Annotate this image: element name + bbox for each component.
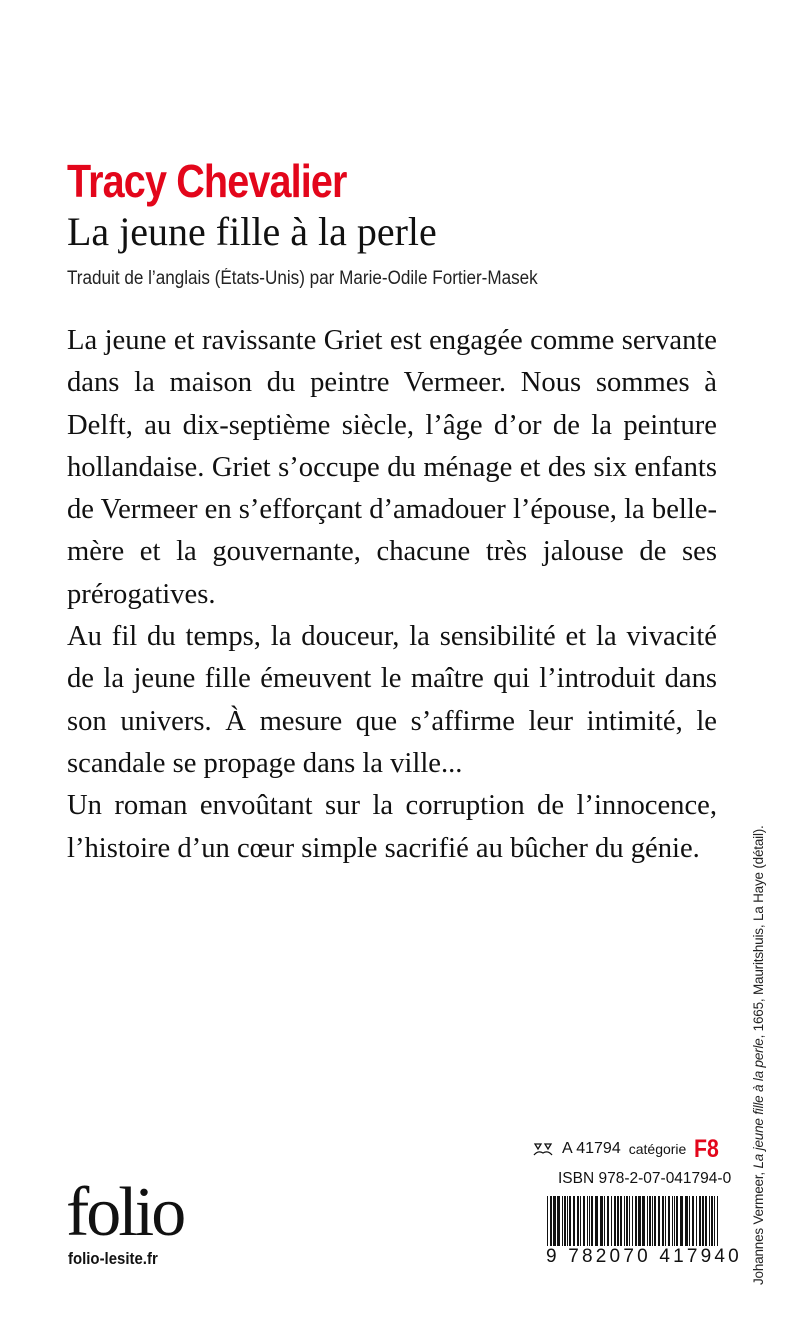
barcode-bar [629, 1196, 630, 1246]
barcode-bar [617, 1196, 619, 1246]
barcode-bar [557, 1196, 560, 1246]
barcode-bar [587, 1196, 588, 1246]
barcode-bar [624, 1196, 625, 1246]
barcode-bar [665, 1196, 666, 1246]
barcode-bar [567, 1196, 568, 1246]
reference-number: A 41794 [562, 1140, 621, 1157]
folio-ref-icon [532, 1140, 554, 1158]
barcode-bar [611, 1196, 612, 1246]
barcode-bar [702, 1196, 704, 1246]
isbn: ISBN 978-2-07-041794-0 [558, 1170, 732, 1187]
book-title: La jeune fille à la perle [67, 209, 437, 254]
barcode-bar [711, 1196, 713, 1246]
barcode-bar [635, 1196, 637, 1246]
barcode-bar [564, 1196, 566, 1246]
barcode-bar [709, 1196, 710, 1246]
translator-credit: Traduit de l’anglais (États-Unis) par Marie-Odile Fortier-Masek [67, 268, 538, 289]
barcode-bar [580, 1196, 581, 1246]
barcode-bar [577, 1196, 579, 1246]
barcode-bar [652, 1196, 653, 1246]
barcode-bar [569, 1196, 571, 1246]
category-code: F8 [694, 1134, 720, 1163]
barcode-bar [649, 1196, 651, 1246]
barcode-bar [672, 1196, 673, 1246]
barcode-bar [692, 1196, 694, 1246]
blurb-paragraph-2: Au fil du temps, la douceur, la sensibilité et la vivacité de la jeune fille émeuvent le maître qui l’introduit dans son univers. À mesure que s’affirme leur intimité, le scandale se propage dans la ville... [67, 621, 717, 779]
barcode-bar [647, 1196, 648, 1246]
barcode-bar [591, 1196, 593, 1246]
blurb-paragraph-3: Un roman envoûtant sur la corruption de l’innocence, l’histoire d’un cœur simple sacrifié au bûcher du génie. [67, 790, 717, 864]
blurb [67, 320, 717, 870]
barcode-bar [553, 1196, 556, 1246]
barcode-bar [583, 1196, 585, 1246]
barcode-bar [676, 1196, 678, 1246]
barcode-bar [696, 1196, 697, 1246]
barcode-bar [654, 1196, 656, 1246]
barcode-digits: 9 782070 417940 [546, 1246, 742, 1267]
barcode-bar [662, 1196, 664, 1246]
image-credit-work: La jeune fille à la perle [751, 1038, 766, 1169]
barcode-bar [614, 1196, 616, 1246]
folio-logo: folio [66, 1174, 184, 1251]
author-name: Tracy Chevalier [67, 155, 347, 207]
barcode-bar [607, 1196, 609, 1246]
blurb-paragraph-1: La jeune et ravissante Griet est engagée comme servante dans la maison du peintre Vermeer. Nous sommes à Delft, au dix-septième siècle, l’âge d’or de la peinture hollandaise. Griet s’occupe du ménage et des six enfants de Vermeer en s’efforçant d’amadouer l’épouse, la belle-mère et la gouvernante, chacune très jalouse de ses prérogatives. [67, 325, 717, 610]
reference-line [532, 1135, 724, 1163]
barcode-bar [573, 1196, 575, 1246]
barcode-bar [689, 1196, 690, 1246]
barcode-bar [632, 1196, 633, 1246]
barcode-bar [626, 1196, 628, 1246]
barcode-bar [562, 1196, 563, 1246]
image-credit [751, 825, 766, 1285]
barcode-bar [600, 1196, 603, 1246]
barcode-bar [699, 1196, 701, 1246]
barcode-bar [717, 1196, 718, 1246]
publisher-website: folio-lesite.fr [68, 1249, 158, 1268]
barcode-bar [620, 1196, 622, 1246]
barcode-bar [604, 1196, 605, 1246]
barcode-bar [595, 1196, 598, 1246]
barcode-bar [674, 1196, 675, 1246]
category-label: catégorie [628, 1141, 687, 1157]
barcode-bar [589, 1196, 590, 1246]
barcode-bar [668, 1196, 670, 1246]
image-credit-artist: Johannes Vermeer, [751, 1168, 766, 1285]
barcode-bar [658, 1196, 660, 1246]
barcode-bar [705, 1196, 707, 1246]
image-credit-details: , 1665, Mauritshuis, La Haye (détail). [751, 825, 766, 1039]
barcode-bar [714, 1196, 715, 1246]
barcode-bar [680, 1196, 683, 1246]
barcode-bar [685, 1196, 688, 1246]
